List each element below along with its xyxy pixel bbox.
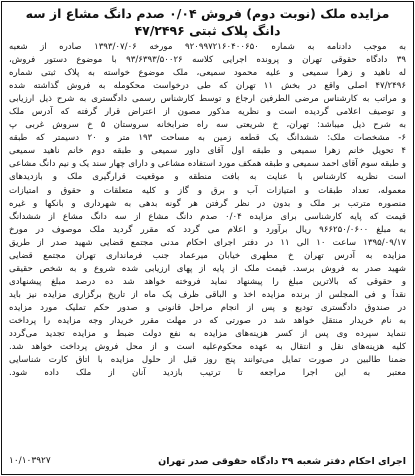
body-line: کلیه هزینه‌های نقل و انتقال به عهده محکوم‌علیه است و از محل فروش پرداخت خواهد شد.: [9, 342, 406, 353]
body-line: و طبقه سوم آقای احمد سمیعی و طبقه همکف مورد استفاده مشاعی و دارای چهار سند یک و نیم دانگ مشاعی: [9, 159, 406, 170]
body-line: به موجب دادنامه به شماره ۹۲۰۹۹۷۲۱۶۰۴۰۰۶۵۰ مورخه ۱۳۹۳/۰۷/۰۶ صادره از شعبه: [9, 42, 406, 52]
body-line: و حقوقی که بالاترین مبلغ را پیشنهاد نماید فروخته خواهد شد ده درصد مبلغ پیشنهادی: [9, 276, 406, 287]
body-line: ۶- مشخصات ملک: ششدانگ یک قطعه زمین به مساحت ۱۹۳ متر و ۲۰ دسیمتر که طبقه: [9, 133, 406, 144]
body-line: نقداً و فی المجلس از برنده مزایده اخذ و الباقی ظرف یک ماه از تاریخ برگزاری مزایده نیز باید: [9, 289, 406, 300]
notice-footer: [9, 453, 406, 469]
body-line: معموله، تعداد طبقات و امتیازات آب و برق و گاز و کلیه متعلقات و حقوق و امتیازات: [9, 185, 406, 196]
body-line: به شرح ذیل میباشد: تهران، خ شریعتی سه راه ضرابخانه سروستان ۵ خ سروش غربی پ: [9, 120, 406, 131]
body-line: به مبلغ ۹۶۶۲۵۰/۰۶۰۰ ریال برآورد و اعلام می گردد که مقرر گردید ملک موصوف در مورخ: [9, 224, 406, 235]
issuing-office: اجرای احکام دفتر شعبه ۳۹ دادگاه حقوقی صدر تهران: [158, 455, 406, 467]
body-line: منصوره مترتب بر ملک و بدون در نظر گرفتن هر گونه بدهی به شهرداری و بانکها و غیره: [9, 198, 406, 209]
body-line: در صندوق دادگستری تودیع و پس از انجام مراحل قانونی و صدور حکم تملیک مورد مزایده: [9, 302, 406, 313]
body-line: است نظریه کارشناس با عنایت به بافت منطقه و موقعیت قرارگیری ملک و بازدیدهای: [9, 172, 406, 183]
notice-body: [9, 41, 406, 380]
body-line: ۳۹ دادگاه حقوقی تهران و پرونده اجرایی کلاسه ۹۳/۶۳۹۳/۵۰۰۲۶ با موضوع دستور فروش،: [9, 55, 406, 66]
notice-title-line-1: مزایده ملک (نوبت دوم) فروش ۰/۰۴ صدم دانگ مشاع از سه: [25, 6, 390, 21]
body-line: و مراتب به کارشناس مرضی الطرفین ارجاع و توسط کارشناس رسمی دادگستری به شرح ذیل ارزیابی: [9, 94, 406, 105]
body-line: قیمت که پایه کارشناسی برای مزایده ۰/۰۴ صدم دانگ مشاع از سه دانگ مشاع از ششدانگ: [9, 211, 406, 222]
body-line: معتبر به این اجرا مراجعه تا ترتیب بازدید آنان از ملک داده شود.: [9, 368, 406, 379]
body-line: ۴ تحویل خانم زهرا سمیعی و طبقه اول آقای داور سمیعی و طبقه دوم خانم ناهید سمیعی: [9, 146, 406, 157]
notice-title-line-2: دانگ پلاک ثبتی ۴۷/۲۴۹۶: [134, 23, 281, 38]
body-line: ۴۷/۲۴۹۶ اصلی واقع در بخش ۱۱ تهران که طی درخواست محکومله به فروش گذاشته شده: [9, 81, 406, 92]
body-line: له ناهید و زهرا سمیعی و علیه محمود سمیعی، ملک موضوع خواسته به پلاک ثبتی شماره: [9, 68, 406, 79]
notice-code: ۱۰/۱۰۳۹۲۷: [9, 456, 51, 466]
body-line: ضمنا طالبین در صورت تمایل می‌توانند پنج روز قبل از حلول مزایده با اتاق کارت شناسایی: [9, 355, 406, 366]
body-line: و توصیف اعلامی گردیده است و نظریه مذکور مصون از اعتراض قرار گرفته که آدرس ملک: [9, 107, 406, 118]
notice-title: [9, 5, 406, 39]
body-line: به نام خریدار منتقل خواهد شد در صورتی که در مهلت مقرر خریدار وجه مزایده را پرداخت: [9, 315, 406, 326]
body-line: مزایده به آدرس تهران خ مطهری خیابان میرعماد جنب فرمانداری تهران مجتمع قضایی: [9, 250, 406, 261]
body-line: ۱۳۹۵/۰۹/۱۷ ساعت ۱۰ الی ۱۱ در دفتر اجرای احکام مدنی مجتمع قضایی شهید صدر از طریق: [9, 237, 406, 248]
body-line: ننماید سپرده وی پس از کسر هزینه‌های مزایده به نفع دولت ضبط و مزایده تجدید می‌گردد: [9, 329, 406, 340]
body-line: شهید صدر به فروش برسد. قیمت ملک از پایه از پهای ارزیابی شده شروع و به شخص حقیقی: [9, 263, 406, 274]
auction-notice: [1, 1, 414, 475]
